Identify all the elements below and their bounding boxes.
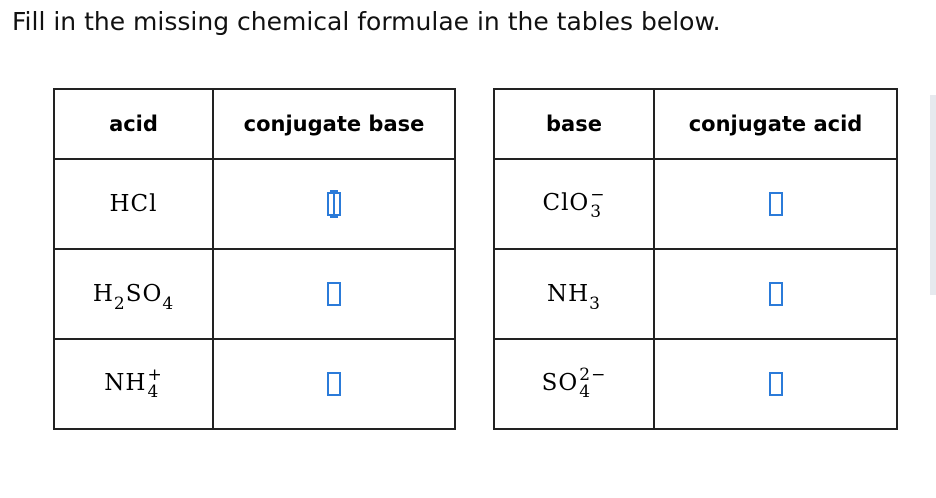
conjugate-acid-cell	[654, 159, 897, 249]
formula-subscript: 4	[147, 382, 160, 402]
conjugate-acid-input-2[interactable]	[769, 282, 783, 306]
formula-text: ClO	[542, 190, 590, 216]
formula-text: HCl	[109, 191, 158, 217]
formula-h2so4	[92, 281, 175, 314]
conjugate-acid-cell	[654, 249, 897, 339]
instruction-text: Fill in the missing chemical formulae in the tables below.	[12, 7, 721, 36]
formula-text: SO	[541, 370, 579, 396]
header-conjugate-acid: conjugate acid	[654, 89, 897, 159]
acid-cell-nh4	[54, 339, 213, 429]
formula-subscript: 2	[113, 294, 126, 314]
formula-nh4-plus	[104, 367, 162, 401]
base-cell-nh3	[494, 249, 654, 339]
formula-ion-script	[147, 367, 162, 401]
base-conjugate-acid-table	[493, 88, 898, 430]
base-cell-so4	[494, 339, 654, 429]
formula-charge: 2−	[579, 365, 607, 385]
formula-clo3-minus	[542, 187, 605, 221]
base-cell-clo3	[494, 159, 654, 249]
table-row	[494, 249, 897, 339]
formula-so4-2minus	[542, 367, 607, 401]
table-row	[494, 339, 897, 429]
acid-cell-h2so4	[54, 249, 213, 339]
formula-subscript: 4	[579, 382, 592, 402]
formula-text: NH	[104, 370, 147, 396]
table-row	[54, 339, 455, 429]
conjugate-acid-cell	[654, 339, 897, 429]
conjugate-base-cell	[213, 339, 455, 429]
formula-charge: +	[147, 365, 163, 385]
formula-text: H	[92, 281, 114, 307]
conjugate-base-cell	[213, 159, 455, 249]
table-header-row	[494, 89, 897, 159]
table-header-row	[54, 89, 455, 159]
formula-subscript: 3	[589, 294, 601, 314]
conjugate-acid-input-3[interactable]	[769, 372, 783, 396]
acid-conjugate-base-table	[53, 88, 456, 430]
formula-subscript: 4	[162, 294, 175, 314]
conjugate-base-cell	[213, 249, 455, 339]
formula-text: NH	[546, 281, 590, 307]
formula-charge: −	[590, 185, 606, 205]
formula-nh3	[546, 281, 601, 314]
formula-subscript: 3	[590, 202, 603, 222]
table-row	[54, 159, 455, 249]
header-conjugate-base: conjugate base	[213, 89, 455, 159]
table-row	[494, 159, 897, 249]
acid-cell-hcl	[54, 159, 213, 249]
table-row	[54, 249, 455, 339]
formula-hcl	[109, 191, 157, 217]
conjugate-base-input-1[interactable]	[327, 192, 341, 216]
formula-text: SO	[125, 281, 163, 307]
conjugate-base-input-2[interactable]	[327, 282, 341, 306]
formula-ion-script	[590, 187, 605, 221]
conjugate-base-input-3[interactable]	[327, 372, 341, 396]
conjugate-acid-input-1[interactable]	[769, 192, 783, 216]
header-base: base	[494, 89, 654, 159]
scrollbar-edge[interactable]	[930, 95, 936, 295]
header-acid: acid	[54, 89, 213, 159]
formula-ion-script	[579, 367, 606, 401]
